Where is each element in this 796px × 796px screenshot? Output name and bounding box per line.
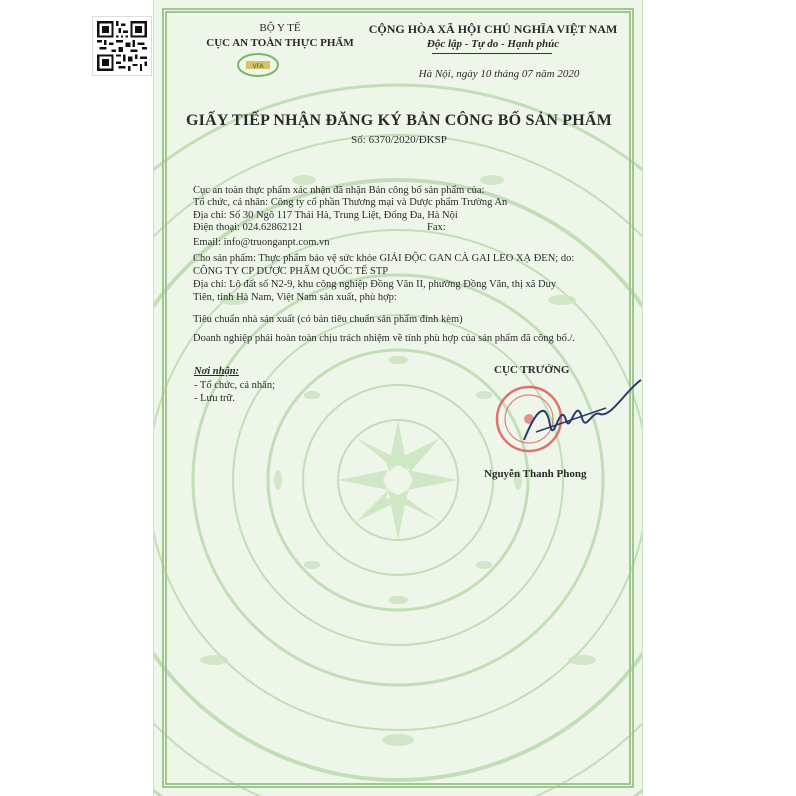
body-line: Doanh nghiệp phải hoàn toàn chịu trách nhiệm về tính phù hợp của sản phẩm đã công bố./.	[193, 333, 575, 344]
fax-label: Fax:	[427, 222, 446, 233]
body-line: Tiên, tỉnh Hà Nam, Việt Nam sản xuất, phù hợp:	[193, 292, 397, 303]
ministry-name: BỘ Y TẾ	[259, 22, 301, 34]
svg-text:VFA: VFA	[252, 63, 264, 70]
signer-name: Nguyễn Thanh Phong	[484, 468, 587, 480]
qr-code-icon	[97, 21, 147, 71]
body-line: Cục an toàn thực phẩm xác nhận đã nhận Bản công bố sản phẩm của:	[193, 185, 485, 196]
handwritten-signature-icon	[516, 370, 643, 460]
recipient-item: - Tổ chức, cá nhân;	[194, 380, 276, 391]
agency-name: CỤC AN TOÀN THỰC PHẨM	[206, 37, 354, 49]
motto-underline	[432, 53, 552, 54]
body-line: Địa chỉ: Số 30 Ngõ 117 Thái Hà, Trung Liệt, Đống Đa, Hà Nội	[193, 210, 458, 221]
body-line: Cho sản phẩm: Thực phẩm bảo vệ sức khỏe GIẢI ĐỘC GAN CÀ GAI LEO XẠ ĐEN; do:	[193, 253, 575, 264]
issue-date: Hà Nội, ngày 10 tháng 07 năm 2020	[418, 68, 580, 80]
body-line: Tiêu chuẩn nhà sản xuất (có bản tiêu chuẩn sản phẩm đính kèm)	[193, 314, 463, 325]
body-line: Địa chỉ: Lô đất số N2-9, khu công nghiệp Đồng Văn II, phường Đồng Văn, thị xã Duy	[193, 279, 557, 290]
body-line: Điện thoại: 024.62862121	[193, 222, 303, 233]
recipient-item: - Lưu trữ.	[194, 393, 235, 404]
certificate-document	[153, 0, 643, 796]
qr-code	[92, 16, 152, 76]
republic-heading: CỘNG HÒA XÃ HỘI CHỦ NGHĨA VIỆT NAM	[368, 22, 618, 36]
national-motto: Độc lập - Tự do - Hạnh phúc	[426, 38, 560, 50]
document-title: GIẤY TIẾP NHẬN ĐĂNG KÝ BẢN CÔNG BỐ SẢN PHẨM	[186, 112, 612, 129]
body-line: Tổ chức, cá nhân: Công ty cổ phần Thương mại và Dược phẩm Trường An	[193, 197, 508, 208]
vfa-logo-icon	[236, 52, 280, 78]
signer-title: CỤC TRƯỞNG	[494, 364, 570, 376]
body-line: Email: info@truonganpt.com.vn	[193, 237, 330, 248]
body-line: CÔNG TY CP DƯỢC PHẨM QUỐC TẾ STP	[193, 266, 389, 277]
recipients-label: Nơi nhận:	[194, 366, 240, 377]
document-number: Số: 6370/2020/ĐKSP	[351, 134, 447, 146]
